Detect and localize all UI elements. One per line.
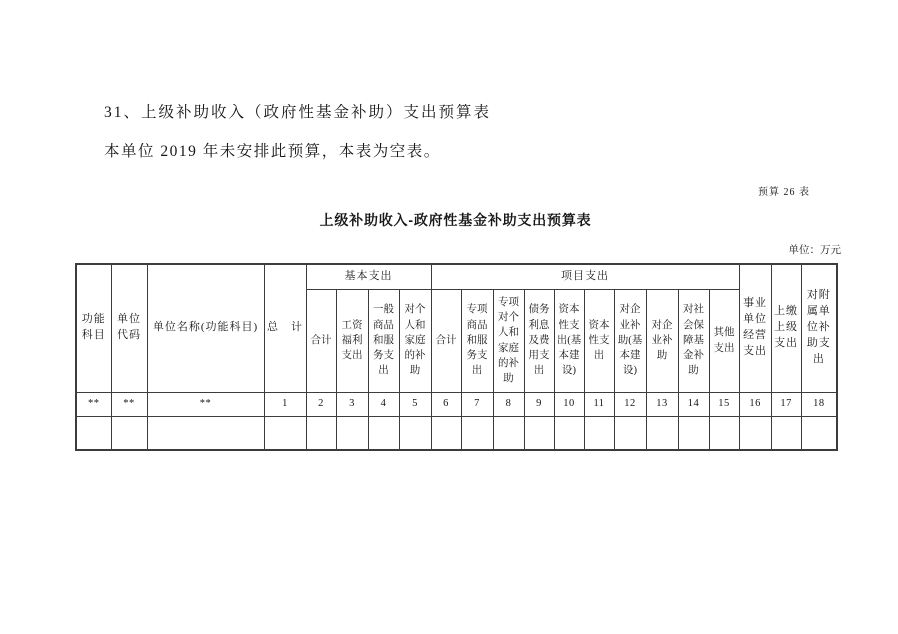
- empty-cell: [147, 416, 264, 450]
- table-title: 上级补助收入-政府性基金补助支出预算表: [319, 212, 592, 228]
- col-header-social-security-fund: 对社会保障基金补助: [678, 289, 709, 392]
- empty-cell: [368, 416, 399, 450]
- col-header-other-expenditure: 其他支出: [709, 289, 739, 392]
- group-header-project-expenditure: 项目支出: [431, 264, 739, 289]
- code-cell: 1: [264, 392, 306, 416]
- col-header-wage-welfare: 工资福利支出: [336, 289, 368, 392]
- empty-cell: [111, 416, 147, 450]
- empty-cell: [584, 416, 614, 450]
- col-header-individual-family-subsidy: 对个人和家庭的补助: [399, 289, 431, 392]
- code-cell: **: [76, 392, 111, 416]
- empty-cell: [493, 416, 524, 450]
- col-header-unit-name: 单位名称(功能科目): [147, 264, 264, 392]
- empty-cell: [431, 416, 461, 450]
- empty-cell: [554, 416, 584, 450]
- empty-budget-note: 本单位 2019 年未安排此预算，本表为空表。: [104, 143, 441, 160]
- group-header-basic-expenditure: 基本支出: [306, 264, 431, 289]
- empty-cell: [646, 416, 678, 450]
- col-header-capital-basic-construction: 资本性支出(基本建设): [554, 289, 584, 392]
- code-cell: 16: [739, 392, 771, 416]
- empty-cell: [678, 416, 709, 450]
- col-header-business-operation: 事业单位经营支出: [739, 264, 771, 392]
- col-header-special-individual-family: 专项对个人和家庭的补助: [493, 289, 524, 392]
- col-header-enterprise-subsidy: 对企业补助: [646, 289, 678, 392]
- code-cell: 12: [614, 392, 646, 416]
- code-cell: 6: [431, 392, 461, 416]
- code-cell: **: [111, 392, 147, 416]
- code-cell: 9: [524, 392, 554, 416]
- code-cell: 5: [399, 392, 431, 416]
- col-header-enterprise-subsidy-construction: 对企业补助(基本建设): [614, 289, 646, 392]
- column-code-row: [76, 392, 837, 416]
- code-cell: 13: [646, 392, 678, 416]
- code-cell: 11: [584, 392, 614, 416]
- empty-cell: [264, 416, 306, 450]
- code-cell: 4: [368, 392, 399, 416]
- col-header-basic-subtotal: 合计: [306, 289, 336, 392]
- col-header-capital-expenditure: 资本性支出: [584, 289, 614, 392]
- code-cell: 15: [709, 392, 739, 416]
- code-cell: 10: [554, 392, 584, 416]
- empty-cell: [461, 416, 493, 450]
- empty-cell: [739, 416, 771, 450]
- empty-cell: [771, 416, 801, 450]
- code-cell: 8: [493, 392, 524, 416]
- col-header-total: 总 计: [264, 264, 306, 392]
- code-cell: 3: [336, 392, 368, 416]
- code-cell: **: [147, 392, 264, 416]
- empty-cell: [399, 416, 431, 450]
- col-header-debt-interest-fees: 债务利息及费用支出: [524, 289, 554, 392]
- empty-cell: [76, 416, 111, 450]
- section-heading: 31、上级补助收入（政府性基金补助）支出预算表: [104, 104, 492, 121]
- empty-cell: [524, 416, 554, 450]
- budget-table: [75, 263, 838, 451]
- col-header-project-subtotal: 合计: [431, 289, 461, 392]
- unit-note: 单位：万元: [788, 245, 841, 256]
- header-row-groups: [76, 264, 837, 289]
- empty-cell: [336, 416, 368, 450]
- code-cell: 18: [801, 392, 837, 416]
- col-header-turned-over: 上缴上级支出: [771, 264, 801, 392]
- empty-cell: [801, 416, 837, 450]
- code-cell: 17: [771, 392, 801, 416]
- code-cell: 7: [461, 392, 493, 416]
- budget-table-number: 预算 26 表: [758, 187, 810, 198]
- col-header-affiliated-subsidy: 对附属单位补助支出: [801, 264, 837, 392]
- col-header-general-goods-services: 一般商品和服务支出: [368, 289, 399, 392]
- col-header-unit-code: 单位代码: [111, 264, 147, 392]
- code-cell: 2: [306, 392, 336, 416]
- col-header-function-subject: 功能科目: [76, 264, 111, 392]
- empty-cell: [614, 416, 646, 450]
- empty-cell: [709, 416, 739, 450]
- empty-cell: [306, 416, 336, 450]
- code-cell: 14: [678, 392, 709, 416]
- empty-data-row: [76, 416, 837, 450]
- col-header-special-goods-services: 专项商品和服务支出: [461, 289, 493, 392]
